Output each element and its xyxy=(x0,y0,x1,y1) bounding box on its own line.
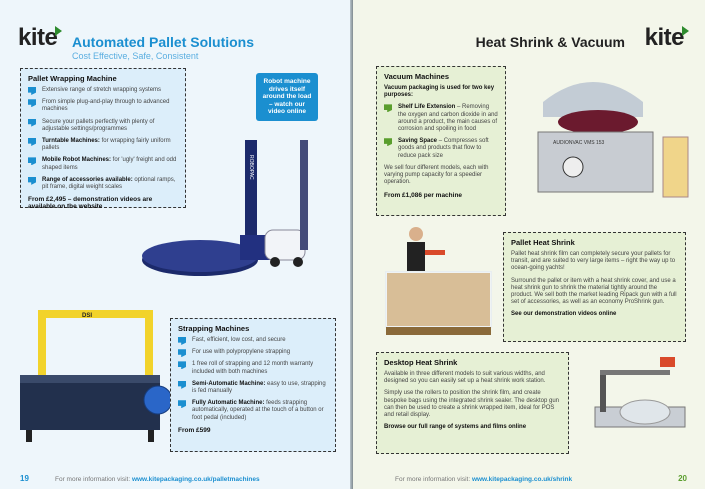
bullet-icon xyxy=(28,119,36,127)
robot-mast xyxy=(300,140,308,250)
list-item: Extensive range of stretch wrapping systems xyxy=(28,87,178,94)
bullet-icon xyxy=(384,138,392,146)
robot-callout: Robot machine drives itself around the load – watch our video online xyxy=(256,73,318,121)
person-head xyxy=(409,227,423,241)
strap-arch-top xyxy=(38,310,153,318)
section-heading: Pallet Heat Shrink xyxy=(511,238,575,247)
page-number: 19 xyxy=(20,474,29,483)
bullet-icon xyxy=(28,87,36,95)
list-item: Range of accessories available: optional ramps, pit frame, digital weight scales xyxy=(28,177,178,191)
section-heading: Vacuum Machines xyxy=(384,72,450,81)
list-item: For use with polypropylene strapping xyxy=(178,349,328,356)
leg xyxy=(26,430,32,442)
heat-gun-icon xyxy=(425,250,445,255)
body-text: Simply use the rollers to position the shrink film, and create bespoke bags using the integrated shrink sealer. The desktop gun can then be used to create a shrink wrapped item, ideal for POS and retail display. xyxy=(384,390,560,419)
body-text: Surround the pallet or item with a heat shrink cover, and use a heat shrink gun to shrink the material tightly around the product. We sell both the market leading Ripack gun with a full set of accessories, as well as an economy ProShrink gun. xyxy=(511,277,677,306)
wheel-icon xyxy=(270,257,280,267)
price-note: From £599 xyxy=(178,426,211,434)
list-item: Fast, efficient, low cost, and secure xyxy=(178,337,328,344)
videos-link[interactable]: See our demonstration videos online xyxy=(511,311,617,318)
sealer-bar xyxy=(600,370,670,375)
sealer-arm xyxy=(600,372,606,412)
page-title: Heat Shrink & Vacuum xyxy=(475,34,625,50)
meat-package xyxy=(558,110,638,134)
pallet-shrink-illustration xyxy=(381,222,501,342)
list-item: 1 free roll of strapping and 12 month warranty included with both machines xyxy=(178,361,328,375)
machine-brand: ROBOPAC xyxy=(248,155,254,180)
kite-logo: kite xyxy=(18,24,64,52)
bullet-icon xyxy=(28,138,36,146)
section-heading: Pallet Wrapping Machine xyxy=(28,74,117,83)
page-footer: For more information visit: www.kitepackaging.co.uk/palletmachines xyxy=(55,476,260,483)
bullet-icon xyxy=(178,337,186,345)
right-page xyxy=(353,0,705,489)
list-item: Saving Space – Compresses soft goods and products that flow to reduce pack size xyxy=(384,138,498,160)
left-page xyxy=(0,0,352,489)
list-item: Mobile Robot Machines: for 'ugly' freight and odd shaped items xyxy=(28,157,178,171)
bullet-icon xyxy=(178,381,186,389)
pallet-base xyxy=(386,327,491,335)
bullet-icon xyxy=(28,177,36,185)
kite-flag-icon xyxy=(682,26,689,36)
price-note: From £1,086 per machine xyxy=(384,192,463,200)
bullet-icon xyxy=(178,361,186,369)
bullet-icon xyxy=(178,400,186,408)
body-text: Available in three different models to suit various widths, and designed so you can easily set up a heat shrink work station. xyxy=(384,371,546,385)
section-heading: Strapping Machines xyxy=(178,324,250,333)
strapping-box xyxy=(170,318,336,452)
body-text: Pallet heat shrink film can completely secure your pallets for transit, and are suited to very large items – right the way up to ocean-going yachts! xyxy=(511,251,676,272)
page-title: Automated Pallet Solutions xyxy=(72,34,255,50)
bullet-icon xyxy=(384,104,392,112)
list-item: Semi-Automatic Machine: easy to use, strapping is fed manually xyxy=(178,381,328,395)
vacuum-bag xyxy=(663,137,688,197)
desktop-shrink-illustration xyxy=(575,352,695,452)
page-number: 20 xyxy=(678,474,687,483)
strap-reel xyxy=(144,386,170,414)
list-item: Secure your pallets perfectly with plenty of adjustable settings/programmes xyxy=(28,119,178,133)
gauge-icon xyxy=(563,157,583,177)
vacuum-machine-label: AUDIONVAC VMS 153 xyxy=(553,140,605,146)
strapper-label: DSI xyxy=(82,313,93,319)
price-note: From £2,495 – demonstration videos are available on the website xyxy=(28,196,153,211)
bullet-icon xyxy=(28,99,36,107)
body-text: We sell four different models, each with varying pump capacity for a speedier operation. xyxy=(384,164,489,186)
heat-gun-icon xyxy=(660,357,675,367)
strapper-body xyxy=(20,380,160,430)
list-item: Shelf Life Extension – Removing the oxygen and carbon dioxide in and around a product, the main causes of corrosion and spoiling in food xyxy=(384,104,498,133)
pallet-wrapper-illustration xyxy=(140,100,345,300)
desktop-heat-shrink-box xyxy=(376,352,569,454)
page-subtitle: Cost Effective, Safe, Consistent xyxy=(72,51,199,61)
footer-link[interactable]: www.kitepackaging.co.uk/shrink xyxy=(471,476,573,483)
list-item: Turntable Machines: for wrapping fairly uniform pallets xyxy=(28,138,178,152)
bullet-icon xyxy=(28,157,36,165)
list-item: From simple plug-and-play through to advanced machines xyxy=(28,99,178,113)
bullet-icon xyxy=(178,349,186,357)
browse-link[interactable]: Browse our full range of systems and films online xyxy=(384,424,527,431)
strapper-table xyxy=(20,375,160,383)
footer-link[interactable]: www.kitepackaging.co.uk/palletmachines xyxy=(131,476,260,483)
list-item: Fully Automatic Machine: feeds strapping automatically, operated at the touch of a button or foot pedal (included) xyxy=(178,400,328,422)
section-heading: Desktop Heat Shrink xyxy=(384,358,458,367)
kite-flag-icon xyxy=(55,26,62,36)
film-roll xyxy=(620,400,670,424)
intro-text: Vacuum packaging is used for two key purposes: xyxy=(384,85,495,99)
strapping-machine-illustration xyxy=(10,305,170,455)
leg xyxy=(148,430,154,442)
kite-logo: kite xyxy=(645,24,691,52)
shrink-film xyxy=(386,272,491,327)
wheel-icon xyxy=(293,257,303,267)
page-footer: For more information visit: www.kitepackaging.co.uk/shrink xyxy=(395,476,573,483)
feature-list xyxy=(178,337,328,422)
robot-body xyxy=(265,230,305,260)
feature-list xyxy=(384,104,498,159)
vacuum-box xyxy=(376,66,506,216)
pallet-heat-shrink-box xyxy=(503,232,686,342)
vacuum-machine-illustration xyxy=(523,62,698,212)
